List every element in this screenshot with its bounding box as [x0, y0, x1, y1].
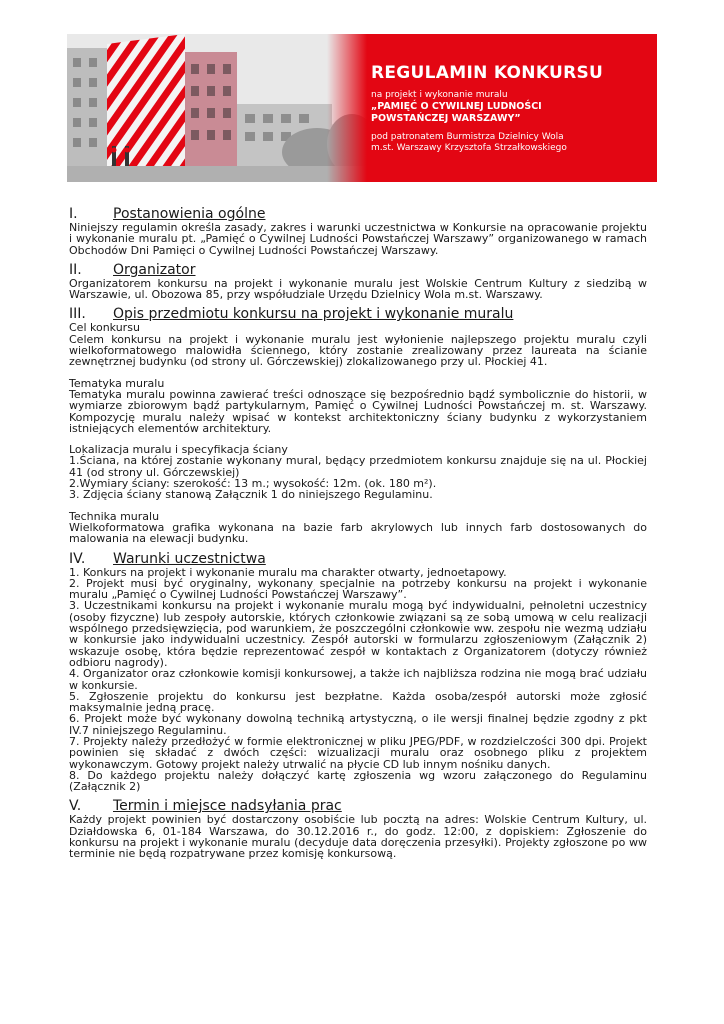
list-item: 2. Projekt musi być oryginalny, wykonany specjalnie na potrzeby konkursu na projekt i wykonanie muralu „Pamięć o Cywilnej Ludności Powstańczej Warszawy”.: [69, 576, 647, 602]
list-item: 3. Zdjęcia ściany stanową Załącznik 1 do niniejszego Regulaminu.: [69, 488, 433, 502]
banner-patron-line1: pod patronatem Burmistrza Dzielnicy Wola: [371, 132, 564, 142]
section-text: Tematyka muralu powinna zawierać treści odnoszące się bezpośrednio bądź symbolicznie do historii, w wymiarze zbiorowym bądź partykularnym, Pamięć o Cywilnej Ludności Powstańczej m. st. Warszawy. Kompozycję muralu należy wpisać w kontekst architektoniczny ściany budynku z wykorzystaniem istniejących elementów architektury.: [69, 387, 647, 435]
list-item: 8. Do każdego projektu należy dołączyć kartę zgłoszenia wg wzoru załączonego do Regulaminu (Załącznik 2): [69, 768, 647, 794]
banner-patron-line2: m.st. Warszawy Krzysztofa Strzałkowskiego: [371, 143, 567, 153]
list-item: 7. Projekty należy przedłożyć w formie elektronicznej w pliku JPEG/PDF, w rozdzielczości 300 dpi. Projekt powinien się składać z dwóch części: wizualizacji muralu oraz osobnego pliku z projektem wykonawczym. Gotowy projekt należy utrwalić na płycie CD lub innym nośniku danych.: [69, 734, 647, 771]
section-4: [69, 551, 647, 793]
subheading: Tematyka muralu: [69, 376, 165, 390]
section-number: II.: [69, 261, 82, 278]
section-number: IV.: [69, 550, 86, 567]
section-title: Warunki uczestnictwa: [113, 550, 266, 567]
section-5: [69, 798, 647, 859]
list-item: 1. Konkurs na projekt i wykonanie muralu ma charakter otwarty, jednoetapowy.: [69, 565, 507, 579]
banner-patronage: [371, 132, 567, 154]
section-title: Organizator: [113, 261, 196, 278]
banner-mural-line2: POWSTAŃCZEJ WARSZAWY”: [371, 113, 521, 124]
section-number: I.: [69, 206, 78, 222]
subheading: Lokalizacja muralu i specyfikacja ściany: [69, 443, 288, 457]
section-text: Każdy projekt powinien być dostarczony osobiście lub pocztą na adres: Wolskie Centrum Kultury, ul. Działdowska 6, 01-184 Warszawa, do 30.12.2016 r., do godz. 12:00, z dopiskiem: Zgłoszenie do konkursu na projekt i wykonanie muralu (decyduje data doręczenia przesyłki). Projekty zgłoszone po ww terminie nie będą rozpatrywane przez komisję konkursową.: [69, 813, 647, 861]
section-number: V.: [69, 798, 82, 815]
section-heading: [69, 262, 647, 278]
list-item: 6. Projekt może być wykonany dowolną techniką artystyczną, o ile wersji finalnej będzie zgodny z pkt IV.7 niniejszego Regulaminu.: [69, 712, 647, 737]
building-photo: [67, 34, 367, 182]
banner-mural-line1: „PAMIĘĆ O CYWILNEJ LUDNOŚCI: [371, 101, 542, 112]
section-title: Opis przedmiotu konkursu na projekt i wykonanie muralu: [113, 306, 514, 323]
section-title: Termin i miejsce nadsyłania prac: [113, 798, 342, 815]
section-heading: [69, 551, 647, 567]
header-banner: [67, 34, 657, 182]
banner-subtitle: na projekt i wykonanie muralu: [371, 90, 508, 100]
section-text: Wielkoformatowa grafika wykonana na bazie farb akrylowych lub innych farb dostosowanych do malowania na elewacji budynku.: [69, 520, 647, 546]
section-text: Niniejszy regulamin określa zasady, zakres i warunki uczestnictwa w Konkursie na opracowanie projektu i wykonanie muralu pt. „Pamięć o Cywilnej Ludności Powstańczej Warszawy” organizowanego w ramach Obchodów Dni Pamięci o Cywilnej Ludności Powstańczej Warszawy.: [69, 221, 647, 257]
section-heading: [69, 306, 647, 322]
banner-mural-title: [371, 101, 542, 125]
subheading: Technika muralu: [69, 509, 160, 523]
section-title: Postanowienia ogólne: [113, 206, 266, 222]
list-item: 1.Ściana, na której zostanie wykonany mural, będący przedmiotem konkursu znajduje się na ul. Płockiej 41 (od strony ul. Górczewskiej): [69, 454, 647, 479]
list-item: 4. Organizator oraz członkowie komisji konkursowej, a także ich najbliższa rodzina nie mogą brać udziału w konkursie.: [69, 667, 647, 692]
section-heading: [69, 206, 647, 222]
section-heading: [69, 798, 647, 814]
subheading: Cel konkursu: [69, 321, 140, 335]
section-text: Celem konkursu na projekt i wykonanie muralu jest wyłonienie najlepszego projektu muralu czyli wielkoformatowego malowidła ściennego, który zostanie zrealizowany przez laureata na ścianie zewnętrznej budynku (od strony ul. Górczewskiej) zlokalizowanego przy ul. Płockiej 41.: [69, 332, 647, 369]
list-item: 5. Zgłoszenie projektu do konkursu jest bezpłatne. Każda osoba/zespół autorski może zgłosić maksymalnie jedną pracę.: [69, 689, 647, 715]
section-1: [69, 206, 647, 256]
list-item: 2.Wymiary ściany: szerokość: 13 m.; wysokość: 12m. (ok. 180 m²).: [69, 477, 437, 491]
section-3: [69, 306, 647, 544]
section-text: Organizatorem konkursu na projekt i wykonanie muralu jest Wolskie Centrum Kultury z siedzibą w Warszawie, ul. Obozowa 85, przy współudziale Urzędu Dzielnicy Wola m.st. Warszawy.: [69, 276, 647, 302]
section-2: [69, 262, 647, 301]
section-number: III.: [69, 306, 86, 323]
banner-title: REGULAMIN KONKURSU: [371, 63, 604, 83]
document-body: [69, 206, 647, 866]
list-item: 3. Uczestnikami konkursu na projekt i wykonanie muralu mogą być indywidualni, pełnoletni uczestnicy (osoby fizyczne) lub zespoły autorskie, których członkowie związani są ze sobą umową w celu realizacji wspólnego przedsięwzięcia, pod warunkiem, że poszczególni członkowie ww. zespołu nie wezmą udziału w konkursie jako indywidualni uczestnicy. Zespół autorski w formularzu zgłoszeniowym (Załącznik 2) wskazuje osobę, która będzie reprezentować zespół w kontaktach z Organizatorem (dotyczy również odbioru nagrody).: [69, 599, 647, 669]
